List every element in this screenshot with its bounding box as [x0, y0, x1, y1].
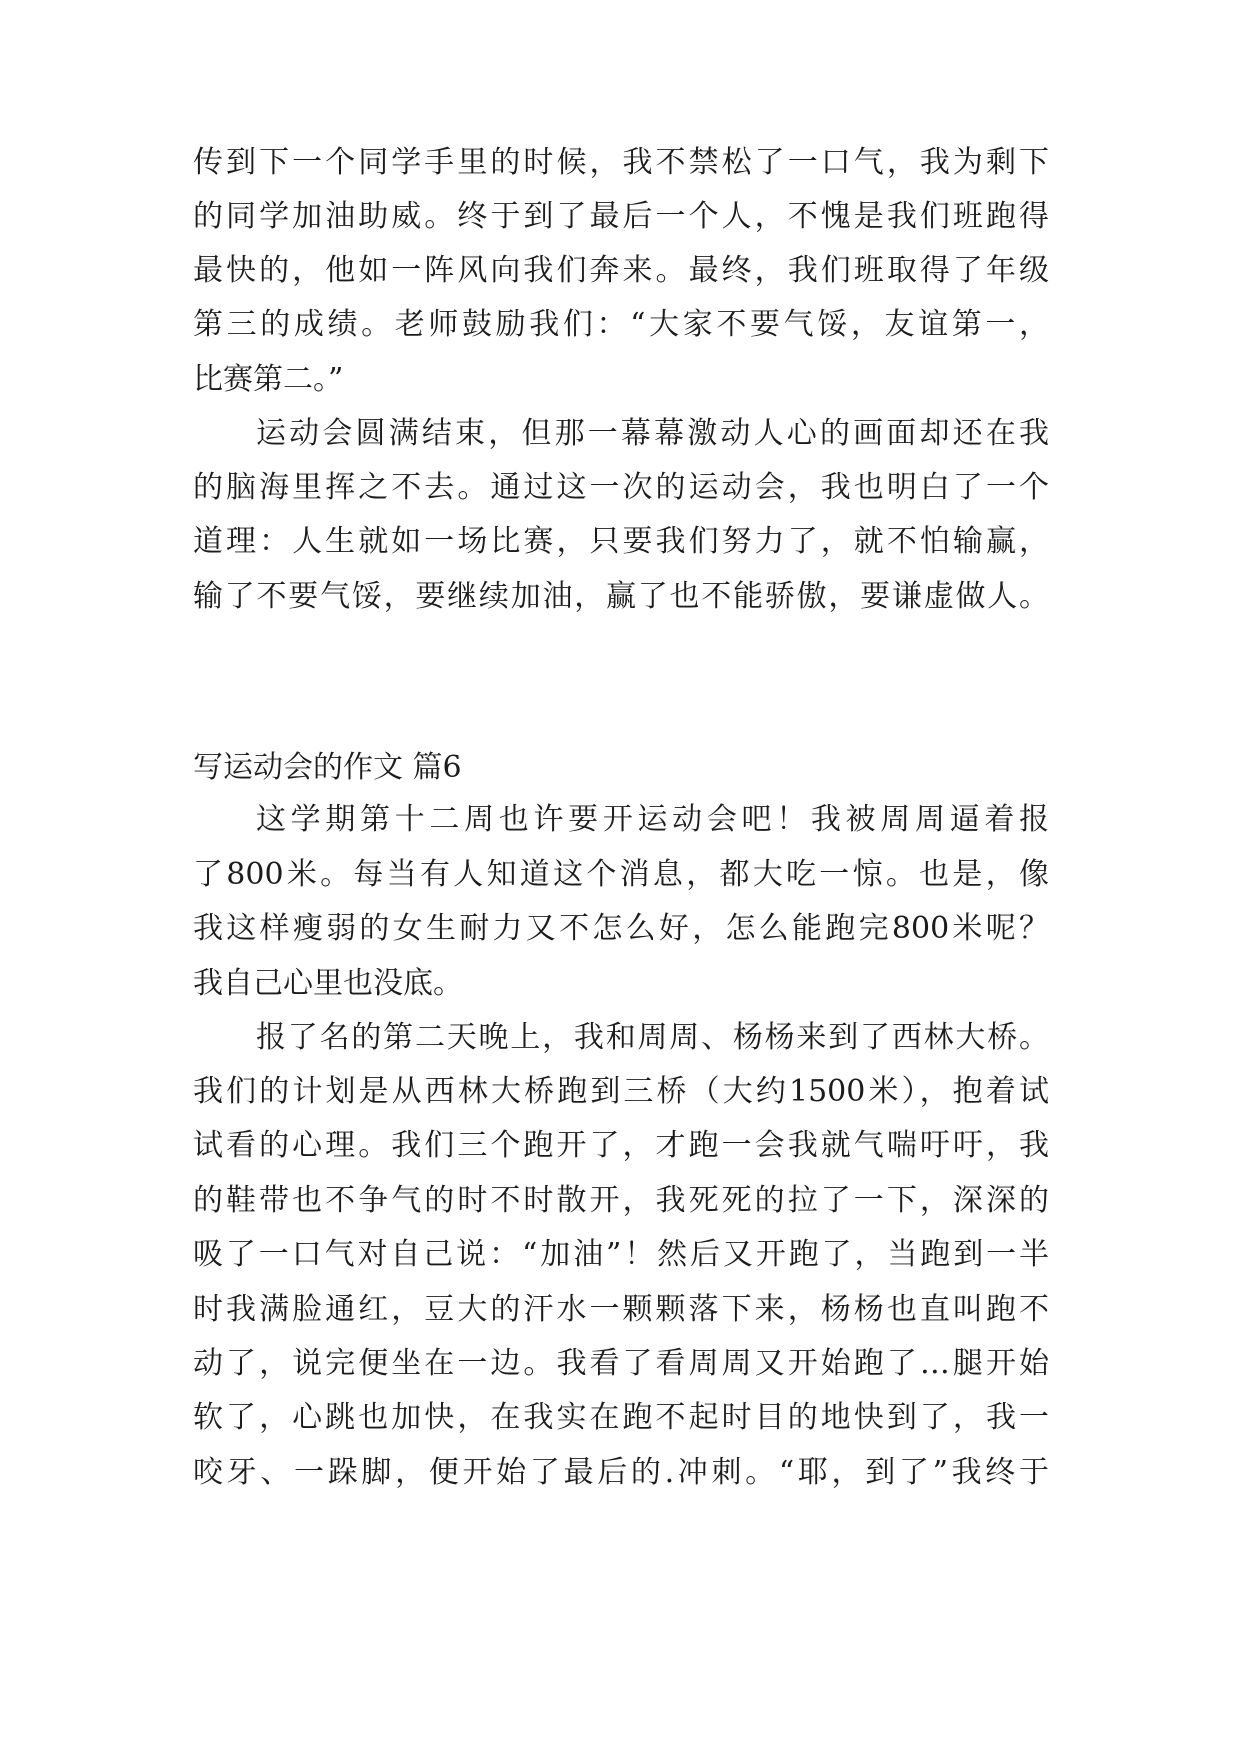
paragraph-line: 的同学加油助威。终于到了最后一个人，不愧是我们班跑得 — [193, 199, 1049, 234]
paragraph-line: 的脑海里挥之不去。通过这一次的运动会，我也明白了一个 — [193, 470, 1049, 505]
paragraph-line: 比赛第二。” — [193, 362, 344, 397]
paragraph-line: 我这样瘦弱的女生耐力又不怎么好，怎么能跑完800米呢？ — [193, 911, 1049, 946]
paragraph-line: 软了，心跳也加快，在我实在跑不起时目的地快到了，我一 — [193, 1400, 1049, 1435]
paragraph-line: 输了不要气馁，要继续加油，赢了也不能骄傲，要谦虚做人。 — [193, 579, 1049, 614]
paragraph-line: 的鞋带也不争气的时不时散开，我死死的拉了一下，深深的 — [193, 1183, 1049, 1218]
paragraph-line: 最快的，他如一阵风向我们奔来。最终，我们班取得了年级 — [193, 253, 1049, 288]
paragraph-line: 我自己心里也没底。 — [193, 966, 463, 1001]
paragraph-line: 动了，说完便坐在一边。我看了看周周又开始跑了…腿开始 — [193, 1346, 1049, 1381]
paragraph-line: 吸了一口气对自己说：“加油”！然后又开跑了，当跑到一半 — [193, 1237, 1049, 1272]
paragraph-line: 咬牙、一跺脚，便开始了最后的.冲刺。“耶，到了”我终于 — [193, 1455, 1049, 1490]
paragraph-line: 时我满脸通红，豆大的汗水一颗颗落下来，杨杨也直叫跑不 — [193, 1292, 1049, 1327]
paragraph-line: 我们的计划是从西林大桥跑到三桥（大约1500米），抱着试 — [193, 1074, 1049, 1109]
paragraph-line: 这学期第十二周也许要开运动会吧！我被周周逼着报 — [256, 802, 1049, 837]
paragraph-line: 运动会圆满结束，但那一幕幕激动人心的画面却还在我 — [256, 416, 1049, 451]
paragraph-line: 传到下一个同学手里的时候，我不禁松了一口气，我为剩下 — [193, 145, 1049, 180]
paragraph-line: 第三的成绩。老师鼓励我们：“大家不要气馁，友谊第一， — [193, 307, 1049, 342]
section-heading: 写运动会的作文 篇6 — [193, 750, 462, 785]
paragraph-line: 报了名的第二天晚上，我和周周、杨杨来到了西林大桥。 — [256, 1020, 1049, 1055]
paragraph-line: 试看的心理。我们三个跑开了，才跑一会我就气喘吁吁，我 — [193, 1128, 1049, 1163]
paragraph-line: 了800米。每当有人知道这个消息，都大吃一惊。也是，像 — [193, 857, 1049, 892]
paragraph-line: 道理：人生就如一场比赛，只要我们努力了，就不怕输赢， — [193, 524, 1049, 559]
